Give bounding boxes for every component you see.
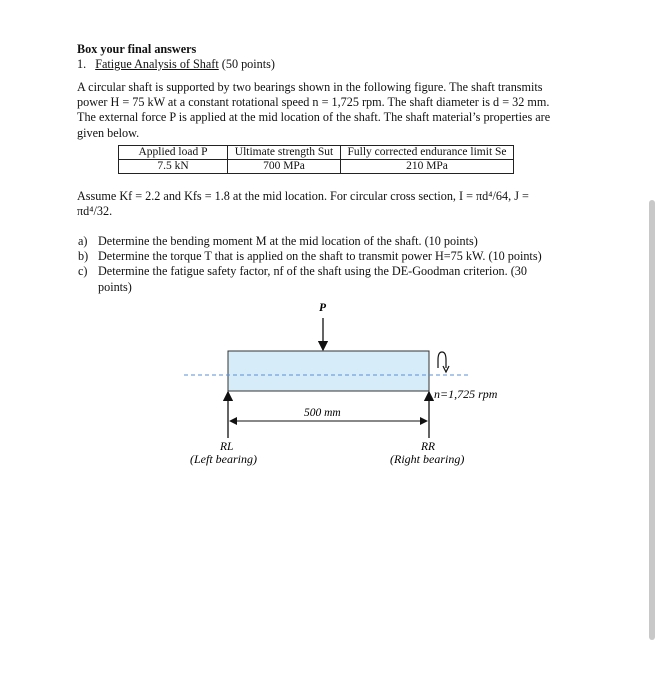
task-text: Determine the torque T that is applied on the shaft to transmit power H=75 kW. (10 points) (98, 249, 542, 264)
intro-line: A circular shaft is supported by two bearings shown in the following figure. The shaft transmits (77, 80, 543, 94)
table-cell: 210 MPa (341, 160, 514, 174)
task-text: points) (98, 279, 132, 294)
speed-label: n=1,725 rpm (434, 387, 498, 401)
question-points: (50 points) (221, 57, 275, 71)
assumption-line: πd⁴/32. (77, 204, 113, 219)
task-text: Determine the bending moment M at the mid location of the shaft. (10 points) (98, 234, 478, 248)
table-cell: 700 MPa (228, 160, 341, 174)
task-text: Determine the fatigue safety factor, nf of the shaft using the DE-Goodman criterion. (30 (98, 264, 527, 279)
table-header-cell: Fully corrected endurance limit Se (341, 146, 514, 160)
left-bearing-symbol: RL (220, 441, 234, 453)
table-cell: 7.5 kN (119, 160, 228, 174)
length-label: 500 mm (304, 407, 341, 419)
table-header-cell: Applied load P (119, 146, 228, 160)
intro-line: given below. (77, 125, 140, 140)
task-label: a) (78, 234, 88, 248)
left-bearing-label: (Left bearing) (190, 452, 257, 466)
question-title: Fatigue Analysis of Shaft (95, 57, 219, 71)
shaft-body (228, 351, 429, 391)
intro-line: The external force P is applied at the mid location of the shaft. The shaft material’s properties are (77, 110, 551, 125)
rotation-icon (438, 352, 446, 368)
table-header-cell: Ultimate strength Sut (228, 146, 341, 160)
vertical-scrollbar[interactable] (649, 200, 655, 640)
assumption-line: Assume Kf = 2.2 and Kfs = 1.8 at the mid location. For circular cross section, I = πd⁴/64, J = (77, 189, 529, 203)
right-bearing-label: (Right bearing) (390, 452, 465, 466)
question-number: 1. (77, 57, 87, 71)
task-label: c) (78, 264, 88, 279)
task-label: b) (78, 249, 89, 264)
load-label: P (319, 302, 327, 314)
intro-line: power H = 75 kW at a constant rotational speed n = 1,725 rpm. The shaft diameter is d = 32 mm. (77, 95, 550, 110)
right-bearing-symbol: RR (421, 441, 436, 453)
instruction-heading: Box your final answers (77, 42, 197, 56)
